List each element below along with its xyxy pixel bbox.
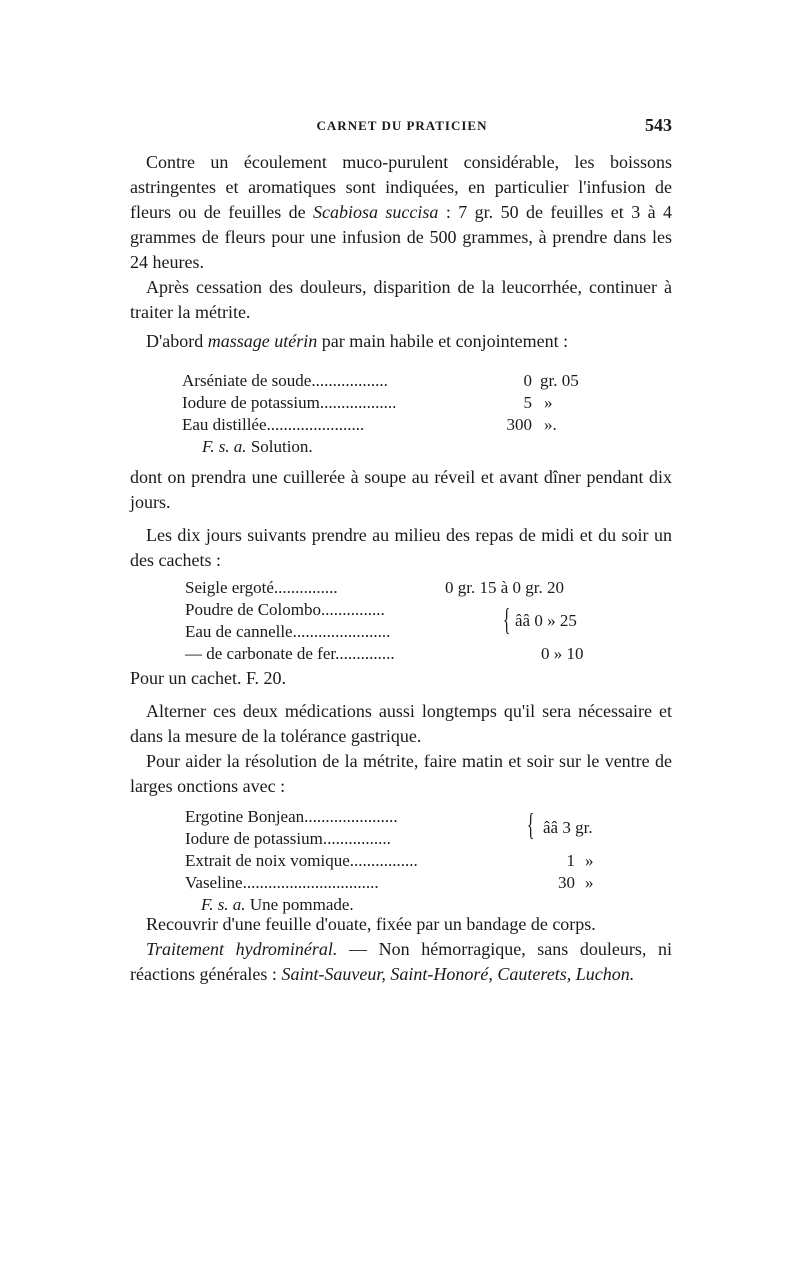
rx-row: Poudre de Colombo............... [185,600,385,619]
rx-row: Seigle ergoté............... 0 gr. 15 à 0 gr. 20 [185,578,564,597]
rx-formula: F. s. a. Une pommade. [201,895,354,914]
section-heading: Traitement hydrominéral. [146,939,338,959]
grouping-brace: { [526,806,535,842]
rx-row: — de carbonate de fer.............. 0 » 10 [185,644,584,663]
spa-towns: Saint-Sauveur, Saint-Honoré, Cauterets, Luchon. [281,964,635,984]
page-number: 543 [645,115,672,135]
paragraph-alterner: Alterner ces deux médications aussi longtemps qu'il sera nécessaire et dans la mesure de la tolérance gastrique. [130,701,672,746]
closing-paragraphs [130,912,672,987]
paragraph-scabiosa: Contre un écoulement muco-purulent considérable, les boissons astringentes et aromatiques sont indiquées, en particulier l'infusion de fleurs ou de feuilles de Scabiosa succisa : 7 gr. 50 de feuilles et 3 à 4 grammes de fleurs pour une infusion de 500 grammes, à prendre dans les 24 heures. [130,152,673,272]
rx-row: Vaseline................................ 30 » [185,873,594,892]
page-header [132,115,672,139]
intro-paragraphs [130,150,672,354]
rx-row: Iodure de potassium.................. 5 » [182,393,553,412]
prescription-cachets [185,577,645,665]
massage-term: massage utérin [207,331,318,351]
plant-name: Scabiosa succisa [313,202,439,222]
alternation-paragraphs [130,666,672,799]
prescription-pommade [185,806,625,916]
paragraph-massage: D'abord massage utérin par main habile et conjointement : [146,331,569,351]
paragraph-dosage: dont on prendra une cuillerée à soupe au réveil et avant dîner pendant dix jours. [130,467,672,512]
rx-row: Eau de cannelle....................... ââ 0 » 25 [185,611,577,641]
prescription-solution [182,370,592,458]
paragraph-onctions: Pour aider la résolution de la métrite, faire matin et soir sur le ventre de larges onctions avec : [130,751,672,796]
dosage-paragraphs [130,465,672,573]
rx-formula: F. s. a. Solution. [202,437,313,456]
paragraph-cachets: Les dix jours suivants prendre au milieu des repas de midi et du soir un des cachets : [130,525,672,570]
rx-row: Ergotine Bonjean...................... [185,807,398,826]
paragraph-cessation: Après cessation des douleurs, disparition de la leucorrhée, continuer à traiter la métrite. [130,277,672,322]
paragraph-ouate: Recouvrir d'une feuille d'ouate, fixée par un bandage de corps. [146,914,596,934]
rx-row: Arséniate de soude.................. 0 gr. 05 [182,371,579,390]
rx-row: Extrait de noix vomique................ 1 » [185,851,594,870]
rx-row: Eau distillée....................... 300 ». [182,415,557,434]
running-title: CARNET DU PRATICIEN [316,118,488,133]
rx-row: Iodure de potassium................ ââ 3 gr. [185,818,593,848]
paragraph-hydromineral: Traitement hydrominéral. — Non hémorragique, sans douleurs, ni réactions générales : Saint-Sauveur, Saint-Honoré, Cauterets, Luchon. [130,939,672,984]
grouping-brace: { [502,601,511,637]
paragraph-per-cachet: Pour un cachet. F. 20. [130,668,287,688]
